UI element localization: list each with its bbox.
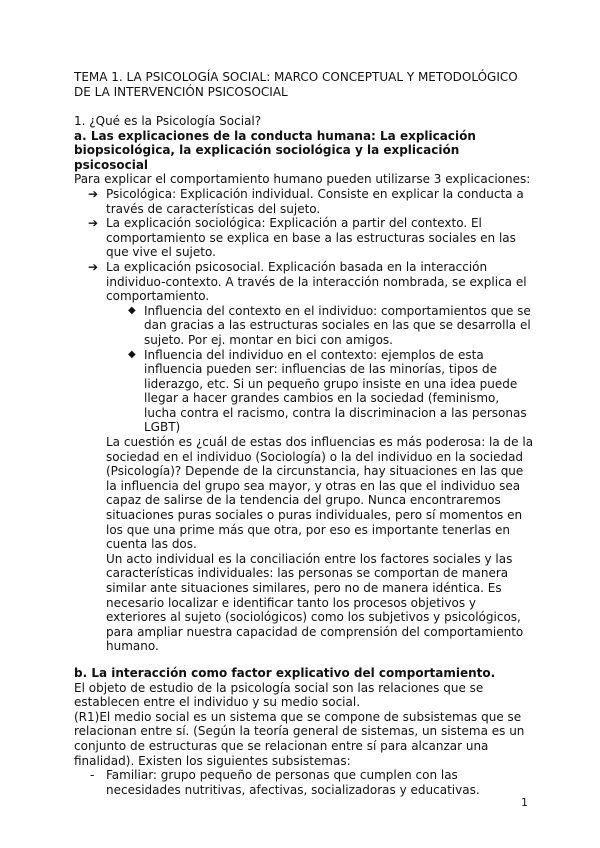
dash-bullet: - [90,768,95,783]
list-item-sociologica: ➔ La explicación sociológica: Explicación a partir del contexto. El comportamiento se explica en base a las estructuras sociales en las que vive el sujeto. [88,216,516,260]
sublist-item-contexto: ◆ Influencia del contexto en el individuo: comportamientos que se dan gracias a las estructuras sociales en las que se desarrolla el sujeto. Por ej. montar en bici con amigos. [128,303,531,347]
diamond-bullet-icon: ◆ [128,348,136,360]
sublist-item-individuo: ◆ Influencia del individuo en el contexto: ejemplos de esta influencia pueden ser: influencias de las minorías, tipos de liderazgo, etc. Si un pequeño grupo insiste en una idea puede llegar a hacer grandes cambios en la sociedad (feminismo, lucha contra el racismo, contra la discriminacion a las personas LGBT) [128,347,527,435]
arrow-bullet-icon: ➔ [88,259,99,274]
paragraph-medio-social: (R1)El medio social es un sistema que se compone de subsistemas que se relacionan entre sí. (Según la teoría general de sistemas, un sistema es un conjunto de estructuras que se relacionan entre sí para alcanzar una finalidad). Existen los siguientes subsistemas: [74,709,525,768]
arrow-bullet-icon: ➔ [88,216,99,231]
subsection-heading-b: b. La interacción como factor explicativo del comportamiento. [74,665,496,680]
paragraph-objeto: El objeto de estudio de la psicología social son las relaciones que se establecen entre el individuo y su medio social. [74,680,484,710]
paragraph-acto-individual: Un acto individual es la conciliación entre los factores sociales y las características individuales: las personas se comportan de manera similar ante situaciones similares, pero no de manera idéntica. Es necesario localizar e identificar tanto los procesos objetivos y exteriores al sujeto (sociológicos) como los subjetivos y psicológicos, para ampliar nuestra capacidad de comprensión del comportamiento humano. [106,551,524,654]
diamond-bullet-icon: ◆ [128,304,136,316]
document-page [74,70,534,797]
intro-paragraph: Para explicar el comportamiento humano pueden utilizarse 3 explicaciones: [74,172,531,187]
page-number: 1 [521,796,528,809]
list-item-psicologica: ➔ Psicológica: Explicación individual. Consiste en explicar la conducta a través de características del sujeto. [88,186,524,216]
section-heading: 1. ¿Qué es la Psicología Social? [74,114,262,128]
list-item-familiar: - Familiar: grupo pequeño de personas que cumplen con las necesidades nutritivas, afectivas, socializadoras y educativas. [90,768,480,797]
paragraph-cuestion: La cuestión es ¿cuál de estas dos influencias es más poderosa: la de la sociedad en el individuo (Sociología) o la del individuo en la sociedad (Psicología)? Depende de la circunstancia, hay situaciones en las que la influencia del grupo sea mayor, y otras en las que el individuo sea capaz de salirse de la tendencia del grupo. Nunca encontraremos situaciones puras sociales o puras individuales, pero sí momentos en los que una prime más que otra, por eso es importante tenerlas en cuenta las dos. [106,435,534,552]
list-item-psicosocial: ➔ La explicación psicosocial. Explicación basada en la interacción individuo-contexto. A través de la interacción nombrada, se explica el comportamiento. [88,259,527,304]
arrow-bullet-icon: ➔ [88,186,99,201]
subsection-heading-a: a. Las explicaciones de la conducta humana: La explicación biopsicológica, la explicación sociológica y la explicación psicosocial [74,128,476,172]
document-title: TEMA 1. LA PSICOLOGÍA SOCIAL: MARCO CONCEPTUAL Y METODOLÓGICO DE LA INTERVENCIÓN PSICOSOCIAL [74,70,518,99]
